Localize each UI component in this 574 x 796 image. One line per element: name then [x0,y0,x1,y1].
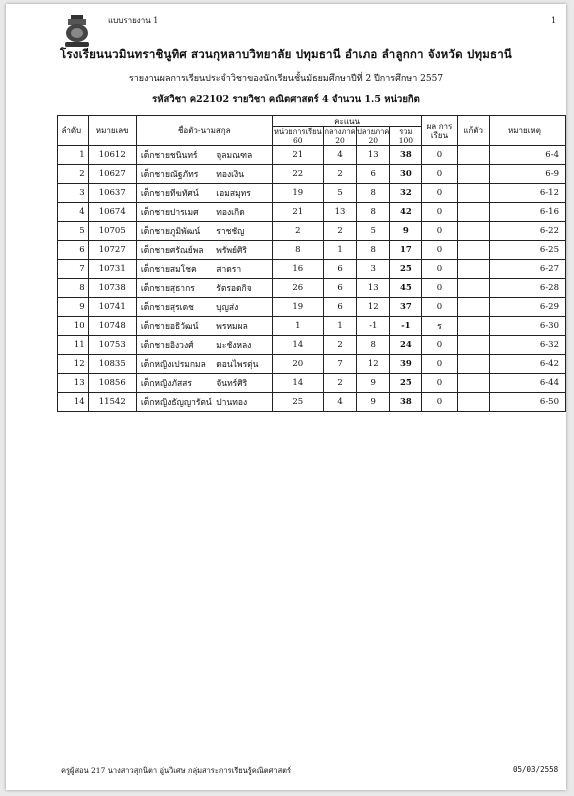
page-number: 1 [551,16,557,25]
last-name-cell: ปานทอง [216,393,272,412]
total-score-cell: 37 [390,298,422,317]
last-name-cell: ทองเงิน [216,165,272,184]
unit-score-cell: 25 [272,393,323,412]
last-name-cell: เอมสมุทร [216,184,272,203]
final-score-cell: 8 [357,203,390,222]
table-row [58,165,566,184]
note-cell: 6-16 [489,203,565,222]
table-row [58,279,566,298]
table-row [58,355,566,374]
final-score-cell: 9 [357,393,390,412]
result-grade-cell: 0 [422,279,457,298]
row-no-cell: 10 [58,317,89,336]
final-score-cell: 13 [357,279,390,298]
row-no-cell: 14 [58,393,89,412]
note-cell: 6-25 [489,241,565,260]
school-emblem-icon [62,14,92,50]
row-no-cell: 5 [58,222,89,241]
unit-score-cell: 8 [272,241,323,260]
fix-grade-cell [457,298,489,317]
note-cell: 6-4 [489,146,565,165]
grades-table [57,115,566,412]
result-grade-cell: 0 [422,241,457,260]
note-cell: 6-27 [489,260,565,279]
total-score-cell: 24 [390,336,422,355]
fix-grade-cell [457,184,489,203]
header-note: หมายเหตุ [489,116,565,146]
row-no-cell: 6 [58,241,89,260]
total-score-cell: 9 [390,222,422,241]
result-grade-cell: 0 [422,222,457,241]
footer-teacher: ครูผู้สอน 217 นางสาวสุกนิตา อู่นวิเศษ กลุ่มสาระการเรียนรู้คณิตศาสตร์ [61,766,292,775]
row-no-cell: 3 [58,184,89,203]
fix-grade-cell [457,222,489,241]
result-grade-cell: ร [422,317,457,336]
result-grade-cell: 0 [422,336,457,355]
total-score-cell: 45 [390,279,422,298]
student-id-cell: 10753 [88,336,136,355]
header-total: รวม 100 [390,127,422,146]
table-row [58,203,566,222]
student-id-cell: 10637 [88,184,136,203]
note-cell: 6-30 [489,317,565,336]
unit-score-cell: 20 [272,355,323,374]
final-score-cell: 6 [357,165,390,184]
grades-body [58,146,566,412]
report-sheet [6,4,566,790]
fix-grade-cell [457,279,489,298]
first-name-cell: เด็กชายทีฆทัศน์ [136,184,216,203]
final-score-cell: -1 [357,317,390,336]
first-name-cell: เด็กชายสมโชค [136,260,216,279]
fix-grade-cell [457,146,489,165]
row-no-cell: 8 [58,279,89,298]
final-score-cell: 8 [357,241,390,260]
fix-grade-cell [457,165,489,184]
total-score-cell: 38 [390,146,422,165]
last-name-cell: สาดรา [216,260,272,279]
result-grade-cell: 0 [422,203,457,222]
table-row [58,241,566,260]
last-name-cell: พรัพย์ศิริ [216,241,272,260]
total-score-cell: 42 [390,203,422,222]
unit-score-cell: 19 [272,298,323,317]
row-no-cell: 12 [58,355,89,374]
result-grade-cell: 0 [422,355,457,374]
first-name-cell: เด็กหญิงภัสสร [136,374,216,393]
final-score-cell: 3 [357,260,390,279]
row-no-cell: 13 [58,374,89,393]
total-score-cell: 17 [390,241,422,260]
table-row [58,336,566,355]
fix-grade-cell [457,336,489,355]
total-score-cell: 25 [390,260,422,279]
midterm-score-cell: 2 [323,374,356,393]
total-score-cell: 30 [390,165,422,184]
row-no-cell: 1 [58,146,89,165]
note-cell: 6-9 [489,165,565,184]
form-label: แบบรายงาน 1 [108,16,159,25]
table-row [58,374,566,393]
first-name-cell: เด็กชายภูมิพัฒน์ [136,222,216,241]
note-cell: 6-32 [489,336,565,355]
row-no-cell: 7 [58,260,89,279]
unit-score-cell: 14 [272,374,323,393]
fix-grade-cell [457,393,489,412]
table-row [58,222,566,241]
last-name-cell: มะชังหลง [216,336,272,355]
table-row [58,260,566,279]
result-grade-cell: 0 [422,260,457,279]
first-name-cell: เด็กชายอธิวัฒน์ [136,317,216,336]
note-cell: 6-50 [489,393,565,412]
result-grade-cell: 0 [422,298,457,317]
final-score-cell: 5 [357,222,390,241]
final-score-cell: 12 [357,298,390,317]
student-id-cell: 10738 [88,279,136,298]
fix-grade-cell [457,241,489,260]
midterm-score-cell: 4 [323,146,356,165]
last-name-cell: พรหมผล [216,317,272,336]
result-grade-cell: 0 [422,165,457,184]
unit-score-cell: 19 [272,184,323,203]
header-final: ปลายภาค 20 [357,127,390,145]
table-row [58,393,566,412]
last-name-cell: ดอนไพรตุ่น [216,355,272,374]
result-grade-cell: 0 [422,146,457,165]
unit-score-cell: 26 [272,279,323,298]
first-name-cell: เด็กชายอิงวงศ์ [136,336,216,355]
student-id-cell: 10674 [88,203,136,222]
header-unit: หน่วยการเรียน 60 [274,127,322,145]
midterm-score-cell: 2 [323,222,356,241]
student-id-cell: 10612 [88,146,136,165]
note-cell: 6-29 [489,298,565,317]
student-id-cell: 11542 [88,393,136,412]
unit-score-cell: 1 [272,317,323,336]
midterm-score-cell: 5 [323,184,356,203]
midterm-score-cell: 2 [323,336,356,355]
midterm-score-cell: 1 [323,317,356,336]
total-score-cell: -1 [390,317,422,336]
unit-score-cell: 16 [272,260,323,279]
midterm-score-cell: 6 [323,279,356,298]
result-grade-cell: 0 [422,374,457,393]
result-grade-cell: 0 [422,393,457,412]
note-cell: 6-22 [489,222,565,241]
header-midterm: กลางภาค 20 [324,127,356,145]
footer-date: 05/03/2558 [513,765,559,774]
unit-score-cell: 22 [272,165,323,184]
final-score-cell: 12 [357,355,390,374]
midterm-score-cell: 2 [323,165,356,184]
first-name-cell: เด็กชายสุธากร [136,279,216,298]
total-score-cell: 39 [390,355,422,374]
total-score-cell: 25 [390,374,422,393]
school-heading: โรงเรียนนวมินทราชินูทิศ สวนกุหลาบวิทยาลัย ปทุมธานี อำเภอ ลำลูกกา จังหวัด ปทุมธานี [60,47,512,61]
header-name: ชื่อตัว-นามสกุล [136,116,272,146]
student-id-cell: 10856 [88,374,136,393]
table-row [58,298,566,317]
student-id-cell: 10741 [88,298,136,317]
final-score-cell: 9 [357,374,390,393]
total-score-cell: 38 [390,393,422,412]
first-name-cell: เด็กหญิงเปรมกมล [136,355,216,374]
student-id-cell: 10731 [88,260,136,279]
header-no: ลำดับ [58,116,89,146]
student-id-cell: 10727 [88,241,136,260]
first-name-cell: เด็กชายณัฐภัทร [136,165,216,184]
unit-score-cell: 2 [272,222,323,241]
note-cell: 6-42 [489,355,565,374]
total-score-cell: 32 [390,184,422,203]
last-name-cell: รัตรอดกิจ [216,279,272,298]
first-name-cell: เด็กชายศรัณย์พล [136,241,216,260]
table-row [58,146,566,165]
student-id-cell: 10835 [88,355,136,374]
row-no-cell: 9 [58,298,89,317]
student-id-cell: 10627 [88,165,136,184]
result-grade-cell: 0 [422,184,457,203]
last-name-cell: จุลมณฑล [216,146,272,165]
header-result: ผล การเรียน [422,116,457,146]
midterm-score-cell: 1 [323,241,356,260]
first-name-cell: เด็กชายสุรเดช [136,298,216,317]
first-name-cell: เด็กหญิงธัญญารัตน์ [136,393,216,412]
table-row [58,317,566,336]
first-name-cell: เด็กชายชนินทร์ [136,146,216,165]
fix-grade-cell [457,317,489,336]
row-no-cell: 11 [58,336,89,355]
final-score-cell: 8 [357,336,390,355]
midterm-score-cell: 6 [323,298,356,317]
last-name-cell: ทองเกิด [216,203,272,222]
midterm-score-cell: 7 [323,355,356,374]
header-student-id: หมายเลข [88,116,136,146]
row-no-cell: 4 [58,203,89,222]
midterm-score-cell: 6 [323,260,356,279]
report-title: รายงานผลการเรียนประจำวิชาของนักเรียนชั้นมัธยมศึกษาปีที่ 2 ปีการศึกษา 2557 [128,74,444,84]
note-cell: 6-12 [489,184,565,203]
unit-score-cell: 21 [272,203,323,222]
note-cell: 6-28 [489,279,565,298]
midterm-score-cell: 13 [323,203,356,222]
fix-grade-cell [457,203,489,222]
student-id-cell: 10705 [88,222,136,241]
subject-line: รหัสวิชา ค22102 รายวิชา คณิตศาสตร์ 4 จำนวน 1.5 หน่วยกิต [152,94,420,105]
final-score-cell: 13 [357,146,390,165]
unit-score-cell: 21 [272,146,323,165]
row-no-cell: 2 [58,165,89,184]
header-score-group: คะแนน [272,116,422,127]
last-name-cell: จันทร์ศิริ [216,374,272,393]
fix-grade-cell [457,355,489,374]
note-cell: 6-44 [489,374,565,393]
first-name-cell: เด็กชายปารเมศ [136,203,216,222]
fix-grade-cell [457,374,489,393]
last-name-cell: ราชชัญ [216,222,272,241]
unit-score-cell: 14 [272,336,323,355]
table-row [58,184,566,203]
header-fix: แก้ตัว [457,116,489,146]
final-score-cell: 8 [357,184,390,203]
student-id-cell: 10748 [88,317,136,336]
midterm-score-cell: 4 [323,393,356,412]
fix-grade-cell [457,260,489,279]
last-name-cell: บุญส่ง [216,298,272,317]
